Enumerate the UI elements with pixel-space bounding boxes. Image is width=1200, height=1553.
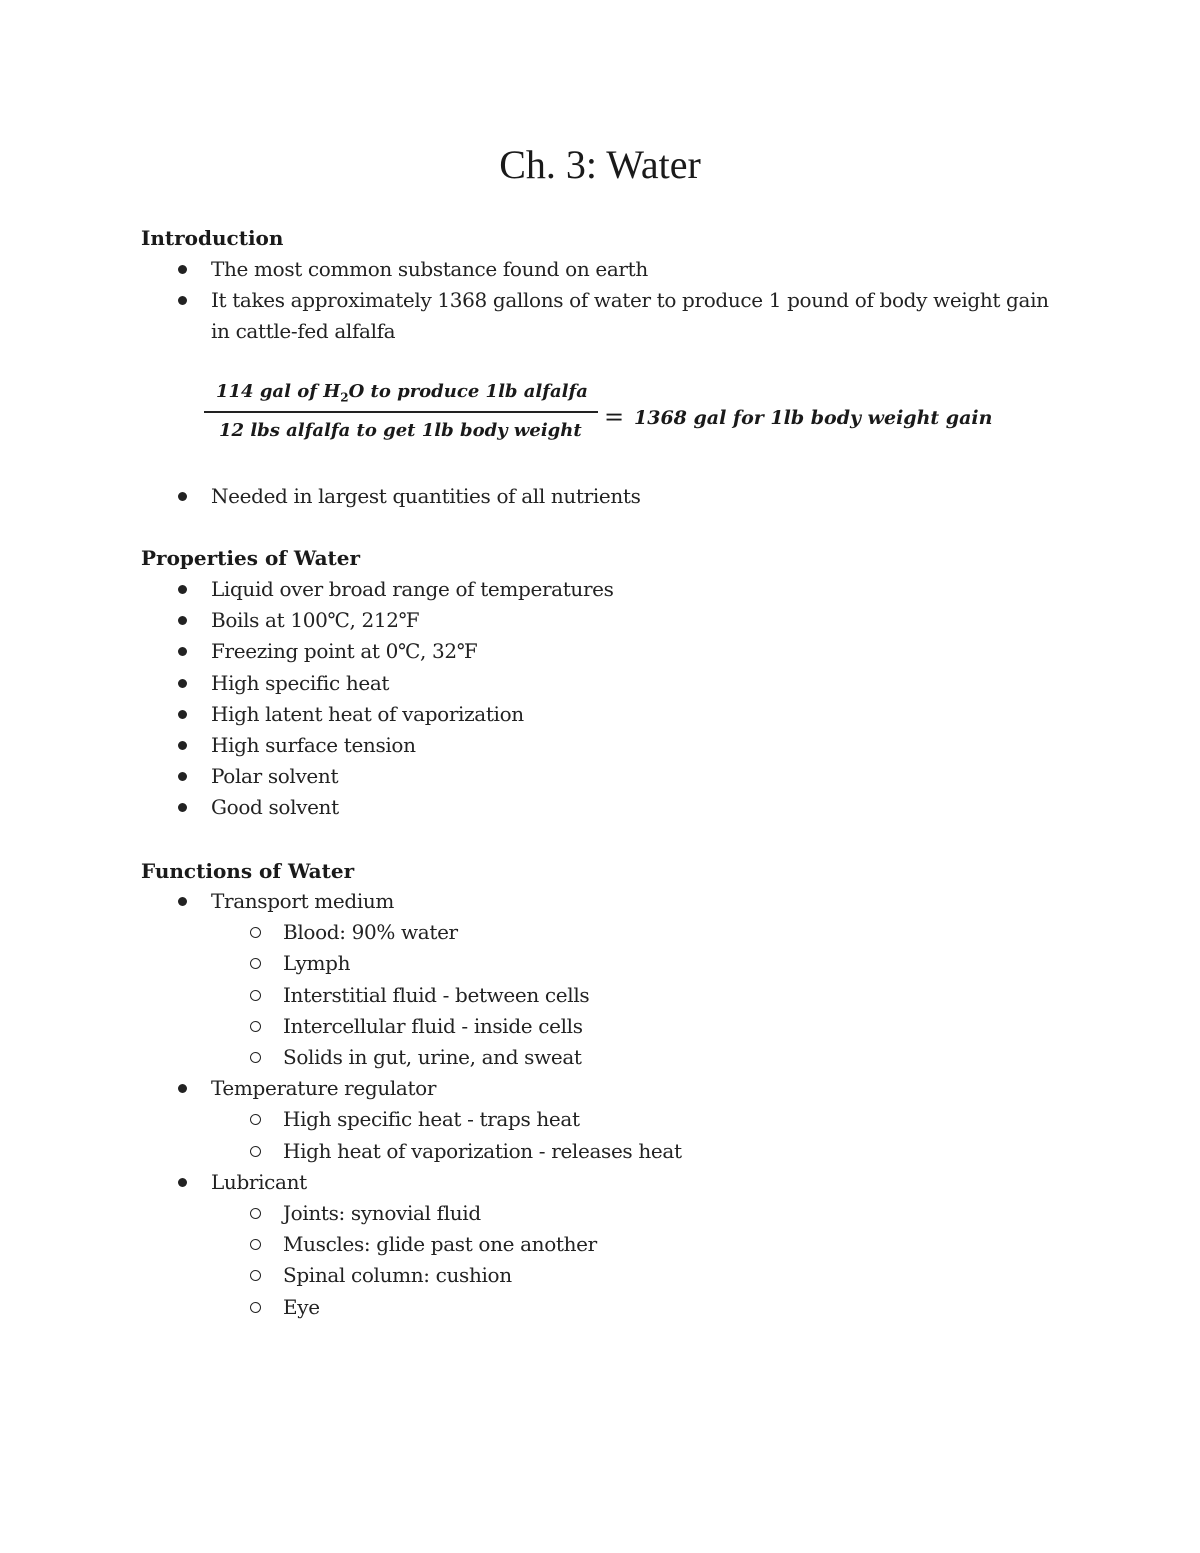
sub-list xyxy=(250,1104,1058,1166)
list-item: Polar solvent xyxy=(178,761,1058,792)
list-item: Transport medium Blood: 90% water Lymph Interstitial fluid - between cells Intercellular fluid - inside cells Solids in gut, urine, and sweat xyxy=(178,886,1058,1073)
bullet-dot-icon xyxy=(178,772,187,781)
equation-denominator: 12 lbs alfalfa to get 1lb body weight xyxy=(219,420,582,441)
hollow-bullet-icon xyxy=(250,1239,261,1250)
hollow-bullet-icon xyxy=(250,927,261,938)
sub-list-item: Lymph xyxy=(250,948,1058,979)
list-item: Good solvent xyxy=(178,792,1058,823)
section-heading-functions: Functions of Water xyxy=(141,859,355,883)
section-heading-properties: Properties of Water xyxy=(141,546,361,570)
hollow-bullet-icon xyxy=(250,990,261,1001)
list-item: Boils at 100℃, 212℉ xyxy=(178,605,1058,636)
list-item: Needed in largest quantities of all nutrients xyxy=(178,481,1058,512)
alfalfa-water-equation xyxy=(204,380,1024,450)
hollow-bullet-icon xyxy=(250,1114,261,1125)
bullet-dot-icon xyxy=(178,647,187,656)
list-item: It takes approximately 1368 gallons of water to produce 1 pound of body weight gain in cattle-fed alfalfa xyxy=(178,285,1058,347)
sub-list-item: Eye xyxy=(250,1292,1058,1323)
properties-list xyxy=(178,574,1058,824)
sub-list-item: Muscles: glide past one another xyxy=(250,1229,1058,1260)
introduction-list xyxy=(178,254,1058,348)
bullet-dot-icon xyxy=(178,1178,187,1187)
list-item: High surface tension xyxy=(178,730,1058,761)
hollow-bullet-icon xyxy=(250,1021,261,1032)
sub-list-item: Intercellular fluid - inside cells xyxy=(250,1011,1058,1042)
list-item: Liquid over broad range of temperatures xyxy=(178,574,1058,605)
bullet-dot-icon xyxy=(178,616,187,625)
list-item: Temperature regulator High specific heat - traps heat High heat of vaporization - releases heat xyxy=(178,1073,1058,1167)
bullet-dot-icon xyxy=(178,265,187,274)
sub-list-item: Blood: 90% water xyxy=(250,917,1058,948)
bullet-dot-icon xyxy=(178,710,187,719)
equation-numerator: 114 gal of $H_2O$ to produce 1lb alfalfa xyxy=(216,381,588,405)
hollow-bullet-icon xyxy=(250,1302,261,1313)
bullet-dot-icon xyxy=(178,741,187,750)
hollow-bullet-icon xyxy=(250,1052,261,1063)
sub-list xyxy=(250,917,1058,1073)
bullet-dot-icon xyxy=(178,803,187,812)
bullet-dot-icon xyxy=(178,1084,187,1093)
bullet-dot-icon xyxy=(178,492,187,501)
sub-list-item: Spinal column: cushion xyxy=(250,1260,1058,1291)
hollow-bullet-icon xyxy=(250,1146,261,1157)
hollow-bullet-icon xyxy=(250,1270,261,1281)
sub-list-item: High specific heat - traps heat xyxy=(250,1104,1058,1135)
list-item: High latent heat of vaporization xyxy=(178,699,1058,730)
list-item: High specific heat xyxy=(178,668,1058,699)
equation-result: 1368 gal for 1lb body weight gain xyxy=(634,407,993,429)
list-item: Freezing point at 0℃, 32℉ xyxy=(178,636,1058,667)
sub-list-item: Solids in gut, urine, and sweat xyxy=(250,1042,1058,1073)
equals-sign: = xyxy=(604,403,625,431)
fraction-bar xyxy=(204,411,598,413)
sub-list-item: High heat of vaporization - releases heat xyxy=(250,1136,1058,1167)
sub-list xyxy=(250,1198,1058,1323)
bullet-dot-icon xyxy=(178,679,187,688)
hollow-bullet-icon xyxy=(250,958,261,969)
sub-list-item: Interstitial fluid - between cells xyxy=(250,980,1058,1011)
page-title: Ch. 3: Water xyxy=(499,142,701,187)
bullet-dot-icon xyxy=(178,296,187,305)
list-item: The most common substance found on earth xyxy=(178,254,1058,285)
introduction-list-continued xyxy=(178,481,1058,512)
bullet-dot-icon xyxy=(178,585,187,594)
hollow-bullet-icon xyxy=(250,1208,261,1219)
bullet-dot-icon xyxy=(178,897,187,906)
list-item: Lubricant Joints: synovial fluid Muscles: glide past one another Spinal column: cushion Eye xyxy=(178,1167,1058,1323)
section-heading-introduction: Introduction xyxy=(141,226,284,250)
functions-list xyxy=(178,886,1058,1323)
sub-list-item: Joints: synovial fluid xyxy=(250,1198,1058,1229)
